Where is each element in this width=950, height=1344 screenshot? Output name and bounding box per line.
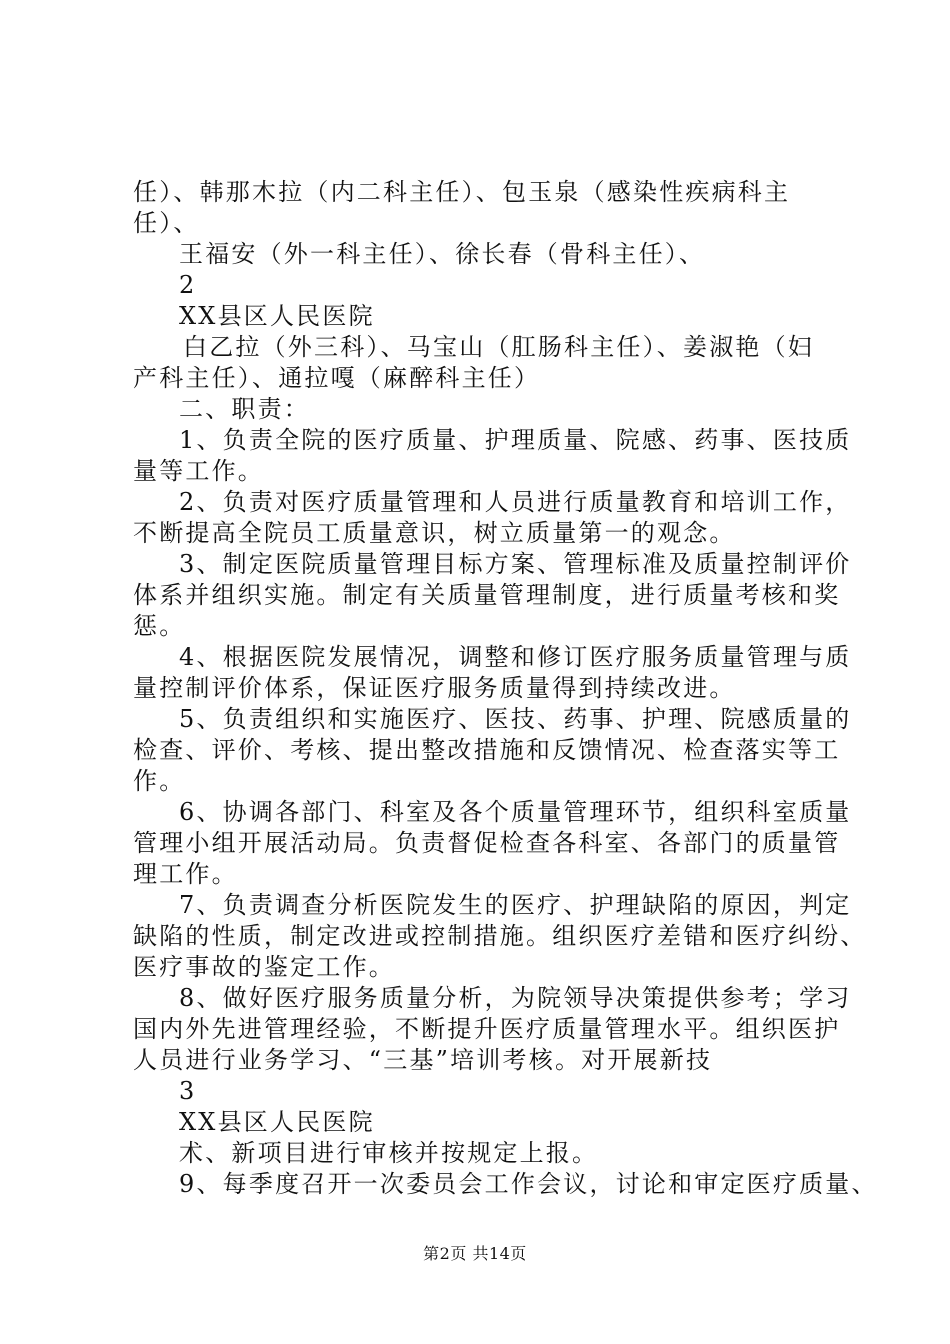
text-line: XX县区人民医院: [179, 1108, 375, 1136]
text-line: 人员进行业务学习、“三基”培训考核。对开展新技: [133, 1046, 713, 1074]
text-line: 缺陷的性质，制定改进或控制措施。组织医疗差错和医疗纠纷、: [133, 922, 867, 950]
text-line: 任）、韩那木拉（内二科主任）、包玉泉（感染性疾病科主: [133, 178, 791, 206]
text-line: 7、负责调查分析医院发生的医疗、护理缺陷的原因，判定: [179, 891, 852, 919]
text-line: 医疗事故的鉴定工作。: [133, 953, 395, 981]
text-line: 惩。: [133, 612, 186, 640]
text-line: 术、新项目进行审核并按规定上报。: [179, 1139, 599, 1167]
text-line: 检查、评价、考核、提出整改措施和反馈情况、检查落实等工: [133, 736, 841, 764]
text-line: 9、每季度召开一次委员会工作会议，讨论和审定医疗质量、: [179, 1170, 878, 1198]
text-line: 量控制评价体系，保证医疗服务质量得到持续改进。: [133, 674, 736, 702]
text-line: 作。: [133, 767, 186, 795]
text-line: 8、做好医疗服务质量分析，为院领导决策提供参考；学习: [179, 984, 852, 1012]
text-line: 4、根据医院发展情况，调整和修订医疗服务质量管理与质: [179, 643, 852, 671]
page-footer: 第2页 共14页: [423, 1244, 527, 1263]
text-line: 管理小组开展活动局。负责督促检查各科室、各部门的质量管: [133, 829, 841, 857]
text-line: XX县区人民医院: [179, 302, 375, 330]
text-line: 不断提高全院员工质量意识，树立质量第一的观念。: [133, 519, 736, 547]
text-line: 5、负责组织和实施医疗、医技、药事、护理、院感质量的: [179, 705, 852, 733]
text-line: 任）、: [133, 209, 200, 237]
text-line: 二、职责：: [179, 395, 310, 423]
text-line: 2: [179, 271, 197, 299]
text-line: 体系并组织实施。制定有关质量管理制度，进行质量考核和奖: [133, 581, 841, 609]
text-line: 量等工作。: [133, 457, 264, 485]
text-line: 1、负责全院的医疗质量、护理质量、院感、药事、医技质: [179, 426, 852, 454]
text-line: 3: [179, 1077, 197, 1105]
text-line: 理工作。: [133, 860, 238, 888]
text-line: 国内外先进管理经验，不断提升医疗质量管理水平。组织医护: [133, 1015, 841, 1043]
text-line: 王福安（外一科主任）、徐长春（骨科主任）、: [179, 240, 706, 268]
text-line: 3、制定医院质量管理目标方案、管理标准及质量控制评价: [179, 550, 852, 578]
text-line: 2、负责对医疗质量管理和人员进行质量教育和培训工作，: [179, 488, 852, 516]
text-line: 产科主任）、通拉嘎（麻醉科主任）: [133, 364, 541, 392]
document-body: [133, 177, 878, 1200]
text-line: 白乙拉（外三科）、马宝山（肛肠科主任）、姜淑艳（妇: [183, 333, 814, 361]
text-line: 6、协调各部门、科室及各个质量管理环节，组织科室质量: [179, 798, 852, 826]
